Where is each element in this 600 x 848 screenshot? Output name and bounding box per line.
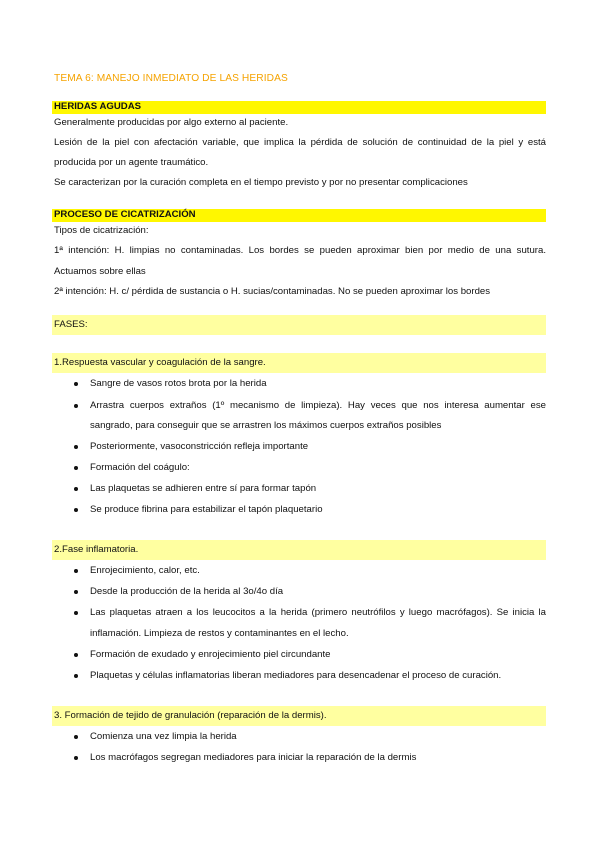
list-item: Posteriormente, vasoconstricción refleja importante xyxy=(90,441,309,452)
heading-fase-2: 2.Fase inflamatoria. xyxy=(54,544,139,555)
list-item: Enrojecimiento, calor, etc. xyxy=(90,565,200,576)
list-item: Las plaquetas atraen a los leucocitos a la herida (primero neutrófilos y luego macrófagos). Se inicia la xyxy=(90,607,546,618)
list-item: Formación de exudado y enrojecimiento piel circundante xyxy=(90,649,331,660)
list-item: Comienza una vez limpia la herida xyxy=(90,731,237,742)
list-item: Arrastra cuerpos extraños (1º mecanismo de limpieza). Hay veces que nos interesa aumentar ese xyxy=(90,400,546,411)
paragraph: Actuamos sobre ellas xyxy=(54,266,146,277)
heading-heridas-agudas: HERIDAS AGUDAS xyxy=(54,101,142,112)
list-item-continuation: inflamación. Limpieza de restos y contaminantes en el lecho. xyxy=(90,628,349,639)
bullet-icon xyxy=(74,653,78,657)
fases-label: FASES: xyxy=(54,319,88,330)
paragraph: Lesión de la piel con afectación variable, que implica la pérdida de solución de continuidad de la piel y está xyxy=(54,137,546,148)
paragraph: Se caracterizan por la curación completa en el tiempo previsto y por no presentar complicaciones xyxy=(54,177,468,188)
bullet-icon xyxy=(74,404,78,408)
paragraph: 1ª intención: H. limpias no contaminadas. Los bordes se pueden aproximar bien por medio de una sutura. xyxy=(54,245,546,256)
bullet-icon xyxy=(74,569,78,573)
heading-fase-3: 3. Formación de tejido de granulación (reparación de la dermis). xyxy=(54,710,327,721)
fases-highlight xyxy=(52,315,546,335)
bullet-icon xyxy=(74,590,78,594)
bullet-icon xyxy=(74,674,78,678)
document-title: TEMA 6: MANEJO INMEDIATO DE LAS HERIDAS xyxy=(54,73,288,84)
paragraph: 2ª intención: H. c/ pérdida de sustancia o H. sucias/contaminadas. No se pueden aproximar los bordes xyxy=(54,286,491,297)
list-item: Las plaquetas se adhieren entre sí para formar tapón xyxy=(90,483,317,494)
bullet-icon xyxy=(74,508,78,512)
paragraph: Tipos de cicatrización: xyxy=(54,225,149,236)
heading-cicatrizacion: PROCESO DE CICATRIZACIÓN xyxy=(54,209,196,220)
heading-fase-1: 1.Respuesta vascular y coagulación de la sangre. xyxy=(54,357,266,368)
bullet-icon xyxy=(74,611,78,615)
paragraph: producida por un agente traumático. xyxy=(54,157,209,168)
list-item-continuation: sangrado, para conseguir que se arrastren los máximos cuerpos extraños posibles xyxy=(90,420,442,431)
bullet-icon xyxy=(74,466,78,470)
list-item: Desde la producción de la herida al 3o/4o día xyxy=(90,586,284,597)
bullet-icon xyxy=(74,735,78,739)
list-item: Formación del coágulo: xyxy=(90,462,190,473)
bullet-icon xyxy=(74,756,78,760)
paragraph: Generalmente producidas por algo externo al paciente. xyxy=(54,117,289,128)
list-item: Los macrófagos segregan mediadores para iniciar la reparación de la dermis xyxy=(90,752,417,763)
bullet-icon xyxy=(74,487,78,491)
bullet-icon xyxy=(74,445,78,449)
list-item: Sangre de vasos rotos brota por la herida xyxy=(90,378,267,389)
list-item: Se produce fibrina para estabilizar el tapón plaquetario xyxy=(90,504,323,515)
bullet-icon xyxy=(74,382,78,386)
list-item: Plaquetas y células inflamatorias liberan mediadores para desencadenar el proceso de curación. xyxy=(90,670,502,681)
